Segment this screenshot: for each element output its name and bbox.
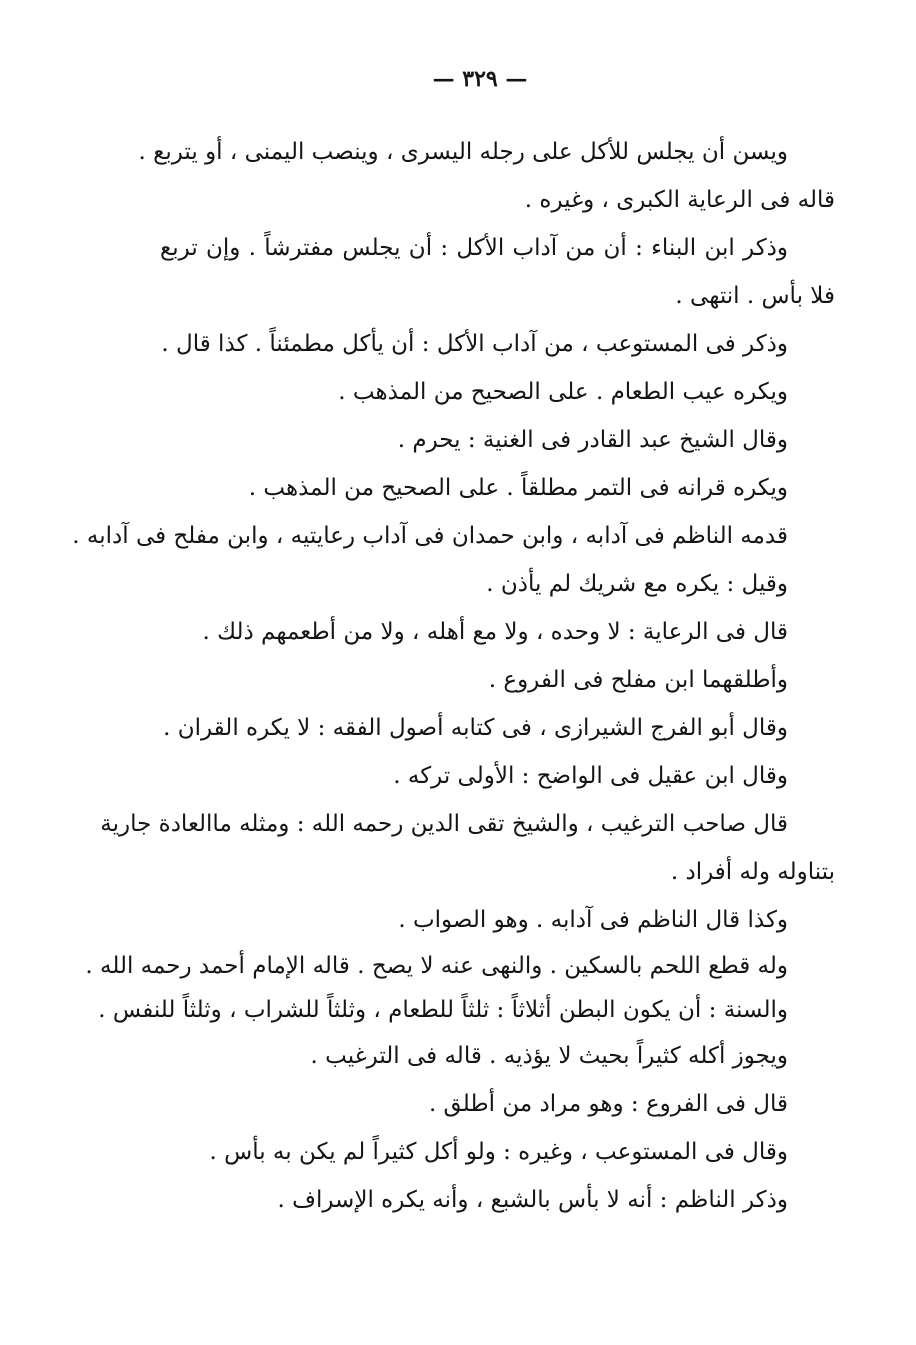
text-line: قدمه الناظم فى آدابه ، وابن حمدان فى آداب رعايتيه ، وابن مفلح فى آدابه . <box>72 523 788 549</box>
text-line: ويكره عيب الطعام . على الصحيح من المذهب . <box>338 379 788 405</box>
text-line: وقال أبو الفرج الشيرازى ، فى كتابه أصول الفقه : لا يكره القران . <box>163 715 788 741</box>
text-line: قال صاحب الترغيب ، والشيخ تقى الدين رحمه الله : ومثله ماالعادة جارية <box>100 811 788 837</box>
text-line: ويكره قرانه فى التمر مطلقاً . على الصحيح من المذهب . <box>248 475 788 501</box>
text-line: وذكر ابن البناء : أن من آداب الأكل : أن يجلس مفترشاً . وإن تربع <box>160 235 788 261</box>
text-line: قال فى الفروع : وهو مراد من أطلق . <box>428 1091 788 1117</box>
text-line: وكذا قال الناظم فى آدابه . وهو الصواب . <box>398 907 788 933</box>
body-text <box>72 128 835 1224</box>
text-line: بتناوله وله أفراد . <box>670 859 835 885</box>
text-line: ويسن أن يجلس للأكل على رجله اليسرى ، وينصب اليمنى ، أو يتربع . <box>138 139 788 165</box>
text-line: وذكر فى المستوعب ، من آداب الأكل : أن يأكل مطمئناً . كذا قال . <box>161 331 788 357</box>
text-line: وقال فى المستوعب ، وغيره : ولو أكل كثيراً لم يكن به بأس . <box>209 1139 788 1165</box>
page-number: — ٣٢٩ — <box>432 66 528 92</box>
text-line: وأطلقهما ابن مفلح فى الفروع . <box>488 667 788 693</box>
text-line: وذكر الناظم : أنه لا بأس بالشبع ، وأنه يكره الإسراف . <box>277 1187 788 1213</box>
text-line: قاله فى الرعاية الكبرى ، وغيره . <box>524 187 835 213</box>
text-line: وله قطع اللحم بالسكين . والنهى عنه لا يصح . قاله الإمام أحمد رحمه الله . <box>85 953 788 979</box>
text-line: قال فى الرعاية : لا وحده ، ولا مع أهله ، ولا من أطعمهم ذلك . <box>202 619 788 645</box>
text-line: ويجوز أكله كثيراً بحيث لا يؤذيه . قاله فى الترغيب . <box>310 1043 788 1069</box>
text-line: وقال ابن عقيل فى الواضح : الأولى تركه . <box>393 763 788 789</box>
text-line: والسنة : أن يكون البطن أثلاثاً : ثلثاً للطعام ، وثلثاً للشراب ، وثلثاً للنفس . <box>98 997 788 1023</box>
text-line: وقيل : يكره مع شريك لم يأذن . <box>486 571 788 597</box>
text-line: وقال الشيخ عبد القادر فى الغنية : يحرم . <box>397 427 788 453</box>
text-line: فلا بأس . انتهى . <box>675 283 835 309</box>
